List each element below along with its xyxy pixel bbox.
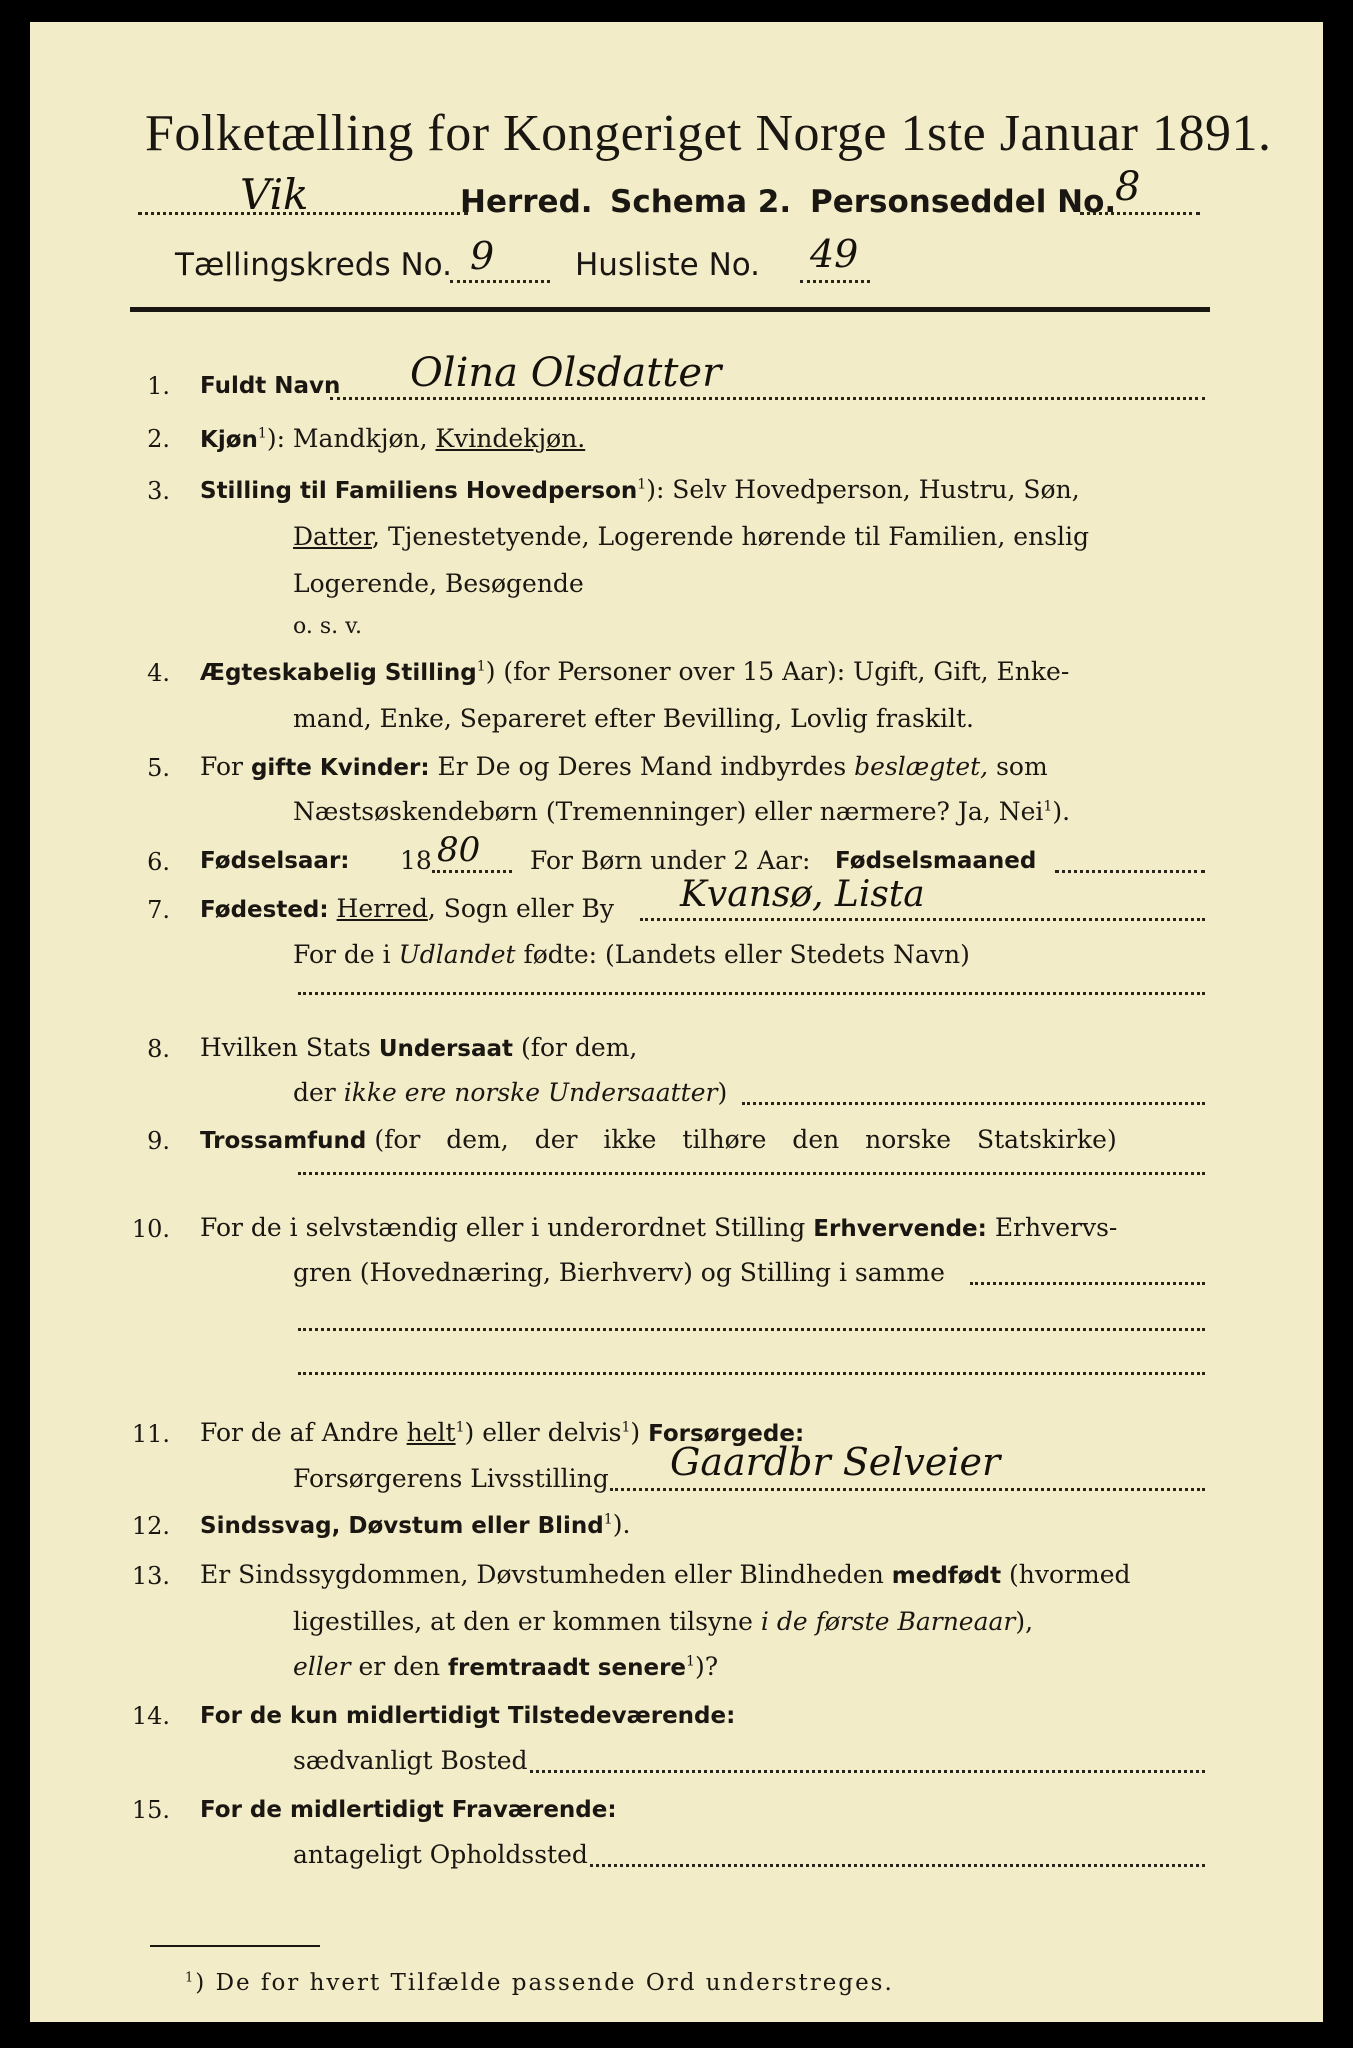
- q5-pre: For: [200, 752, 243, 781]
- q15-line2: antageligt Opholdssted: [293, 1840, 588, 1869]
- herred-label: Herred.: [460, 184, 593, 220]
- q2-text: ): Mandkjøn,: [266, 424, 428, 453]
- q10-number: 10.: [131, 1215, 170, 1243]
- q13-number: 13.: [131, 1562, 170, 1590]
- q3-text2: , Tjenestetyende, Logerende hørende til Familien, enslig: [372, 522, 1090, 551]
- q7-text2a: For de i: [293, 940, 391, 969]
- header-rule: [130, 307, 1210, 312]
- q10-text1c: Erhvervs-: [994, 1213, 1118, 1242]
- q11-helt: helt: [406, 1418, 456, 1447]
- q10-line1: [200, 1213, 1117, 1242]
- q5-line1: [200, 752, 1048, 781]
- q4-line1: [200, 657, 1069, 686]
- q4-label: Ægteskabelig Stilling: [200, 660, 477, 686]
- q9-dots: [298, 1172, 1205, 1175]
- q7-text: , Sogn eller By: [427, 894, 614, 923]
- footnote-text: ) De for hvert Tilfælde passende Ord understreges.: [195, 1970, 894, 1996]
- footnote: [185, 1970, 894, 1996]
- q3-number: 3.: [147, 477, 170, 505]
- kreds-label: Tællingskreds No.: [175, 247, 452, 283]
- q6-number: 6.: [147, 848, 170, 876]
- q1-dots: [330, 397, 1205, 400]
- personseddel-dots: [1080, 212, 1200, 215]
- q9-label: Trossamfund: [200, 1128, 367, 1154]
- q13-text3b: er den: [358, 1652, 441, 1681]
- q11-text1b: ) eller delvis: [464, 1418, 622, 1447]
- q12-close: ).: [612, 1510, 631, 1539]
- q7-dots2: [298, 992, 1205, 995]
- q5-label: gifte Kvinder:: [250, 755, 430, 781]
- q13-medfodt: medfødt: [891, 1563, 1002, 1589]
- q8-text1c: (for dem,: [520, 1033, 638, 1062]
- q12-sup: 1: [603, 1511, 613, 1528]
- q13-text2b: i de første Barneaar: [760, 1607, 1016, 1636]
- kreds-dots: [450, 280, 550, 283]
- schema-label: Schema 2.: [610, 184, 792, 220]
- census-form: [30, 22, 1323, 2022]
- q13-text3d: )?: [694, 1652, 719, 1681]
- q7-label: Fødested:: [200, 897, 329, 923]
- q6-label: Fødselsaar:: [200, 848, 350, 874]
- q4-number: 4.: [147, 659, 170, 687]
- q2-kvindekjon: Kvindekjøn.: [435, 424, 586, 453]
- q5-beslaegtet: beslægtet,: [854, 752, 989, 781]
- q8-text2c: ): [717, 1078, 728, 1107]
- q10-dots2: [298, 1328, 1205, 1331]
- q12-label: Sindssvag, Døvstum eller Blind: [200, 1513, 604, 1539]
- q13-line1: [200, 1560, 1131, 1589]
- q7-udlandet: Udlandet: [398, 940, 516, 969]
- q14-number: 14.: [131, 1702, 170, 1730]
- q14-pre: For de kun: [200, 1703, 339, 1729]
- q1-number: 1.: [147, 372, 170, 400]
- q15-dots: [590, 1864, 1205, 1867]
- q15-label: midlertidigt Fraværende:: [289, 1797, 617, 1823]
- q14-line2: sædvanligt Bosted: [293, 1746, 528, 1775]
- q3-text1: ): Selv Hovedperson, Hustru, Søn,: [646, 475, 1080, 504]
- q6-value: 80: [437, 830, 481, 870]
- q4-line2: mand, Enke, Separeret efter Bevilling, Lovlig fraskilt.: [293, 704, 974, 733]
- q13-sup: 1: [686, 1653, 695, 1670]
- q3-datter: Datter: [293, 522, 373, 551]
- q1-label: Fuldt Navn: [200, 373, 341, 399]
- q10-dots3: [298, 1372, 1205, 1375]
- q3-line4: o. s. v.: [293, 614, 362, 639]
- q13-text2a: ligestilles, at den er kommen tilsyne: [293, 1607, 753, 1636]
- q3-sup: 1: [637, 476, 647, 493]
- q8-line2: [293, 1078, 727, 1107]
- q6-label2: Fødselsmaaned: [835, 848, 1037, 874]
- q3-line3: Logerende, Besøgende: [293, 569, 584, 598]
- q13-text1c: (hvormed: [1009, 1560, 1131, 1589]
- q7-dots: [640, 918, 1205, 921]
- q5-text2: Næstsøskendebørn (Tremenninger) eller nærmere? Ja, Nei: [293, 797, 1044, 826]
- q11-sup1: 1: [455, 1419, 465, 1436]
- footnote-sup: 1: [185, 1970, 196, 1986]
- q10-erhvervende: Erhvervende:: [813, 1216, 987, 1242]
- q5-number: 5.: [147, 754, 170, 782]
- q10-dots1: [970, 1282, 1205, 1285]
- q7-line2: [293, 940, 970, 969]
- q6-prefix: 18: [400, 846, 432, 875]
- q11-value: Gaardbr Selveier: [670, 1440, 1001, 1484]
- q11-label: Forsørgede:: [648, 1421, 805, 1447]
- herred-value: Vik: [240, 170, 309, 219]
- q12-line: [200, 1510, 630, 1539]
- q8-text1a: Hvilken Stats: [200, 1033, 371, 1062]
- q13-line2: [293, 1607, 1033, 1636]
- q8-text2a: der: [293, 1078, 336, 1107]
- q10-text1a: For de i selvstændig eller i underordnet Stilling: [200, 1213, 806, 1242]
- q11-line2: Forsørgerens Livsstilling: [293, 1464, 609, 1493]
- q5-text1a: Er De og Deres Mand indbyrdes: [437, 752, 847, 781]
- form-title: Folketælling for Kongeriget Norge 1ste Januar 1891.: [145, 105, 1272, 162]
- q10-line2: gren (Hovednæring, Bierhverv) og Stilling i samme: [293, 1258, 945, 1287]
- q7-herred: Herred: [336, 894, 428, 923]
- husliste-label: Husliste No.: [575, 247, 761, 283]
- q8-text2b: ikke ere norske Undersaatter: [343, 1078, 718, 1107]
- q7-value: Kvansø, Lista: [680, 874, 925, 915]
- personseddel-value: 8: [1115, 164, 1141, 210]
- q2-sup: 1: [257, 425, 267, 442]
- footnote-rule: [150, 1945, 320, 1947]
- q9-line1: [200, 1125, 1117, 1154]
- q5-line2: [293, 797, 1070, 826]
- q12-number: 12.: [131, 1512, 170, 1540]
- q6-year-dots: [432, 870, 512, 873]
- q1-value: Olina Olsdatter: [410, 350, 722, 396]
- q6-month-dots: [1055, 870, 1205, 873]
- q8-undersaat: Undersaat: [378, 1036, 514, 1062]
- q7-line1: [200, 894, 614, 923]
- q3-line2: [293, 522, 1089, 551]
- q8-line1: [200, 1033, 637, 1062]
- q2-label: Kjøn: [200, 427, 258, 453]
- q14-line1: [200, 1700, 735, 1729]
- q11-dots: [610, 1488, 1205, 1491]
- q3-label: Stilling til Familiens Hovedperson: [200, 478, 638, 504]
- q9-text: (for dem, der ikke tilhøre den norske Statskirke): [374, 1125, 1117, 1154]
- q15-number: 15.: [131, 1796, 170, 1824]
- q8-number: 8.: [147, 1035, 170, 1063]
- q8-dots: [742, 1102, 1205, 1105]
- q9-number: 9.: [147, 1127, 170, 1155]
- q13-text1a: Er Sindssygdommen, Døvstumheden eller Blindheden: [200, 1560, 884, 1589]
- q7-number: 7.: [147, 896, 170, 924]
- q13-fremtraadt: fremtraadt senere: [448, 1655, 687, 1681]
- q11-text1c: ): [630, 1418, 641, 1447]
- q3-line1: [200, 475, 1080, 504]
- q14-dots: [530, 1770, 1205, 1773]
- q5-sup: 1: [1043, 798, 1053, 815]
- personseddel-label: Personseddel No.: [810, 184, 1117, 220]
- q13-eller: eller: [293, 1652, 351, 1681]
- q15-line1: [200, 1794, 617, 1823]
- kreds-value: 9: [470, 234, 495, 278]
- q13-text2c: ),: [1015, 1607, 1034, 1636]
- q11-text1a: For de af Andre: [200, 1418, 399, 1447]
- q6-text: For Børn under 2 Aar:: [530, 846, 811, 875]
- q5-text1c: som: [996, 752, 1048, 781]
- q15-pre: For de: [200, 1797, 282, 1823]
- q7-text2c: fødte: (Landets eller Stedets Navn): [523, 940, 970, 969]
- q14-label: midlertidigt Tilstedeværende:: [346, 1703, 736, 1729]
- q4-text1: ) (for Personer over 15 Aar): Ugift, Gift, Enke-: [485, 657, 1070, 686]
- q11-number: 11.: [131, 1420, 170, 1448]
- q5-close: ).: [1052, 797, 1071, 826]
- q11-sup2: 1: [621, 1419, 631, 1436]
- q13-line3: [293, 1652, 718, 1681]
- husliste-dots: [800, 280, 870, 283]
- q4-sup: 1: [476, 658, 486, 675]
- husliste-value: 49: [810, 232, 859, 276]
- q2-number: 2.: [147, 425, 170, 453]
- q2-line: [200, 424, 585, 453]
